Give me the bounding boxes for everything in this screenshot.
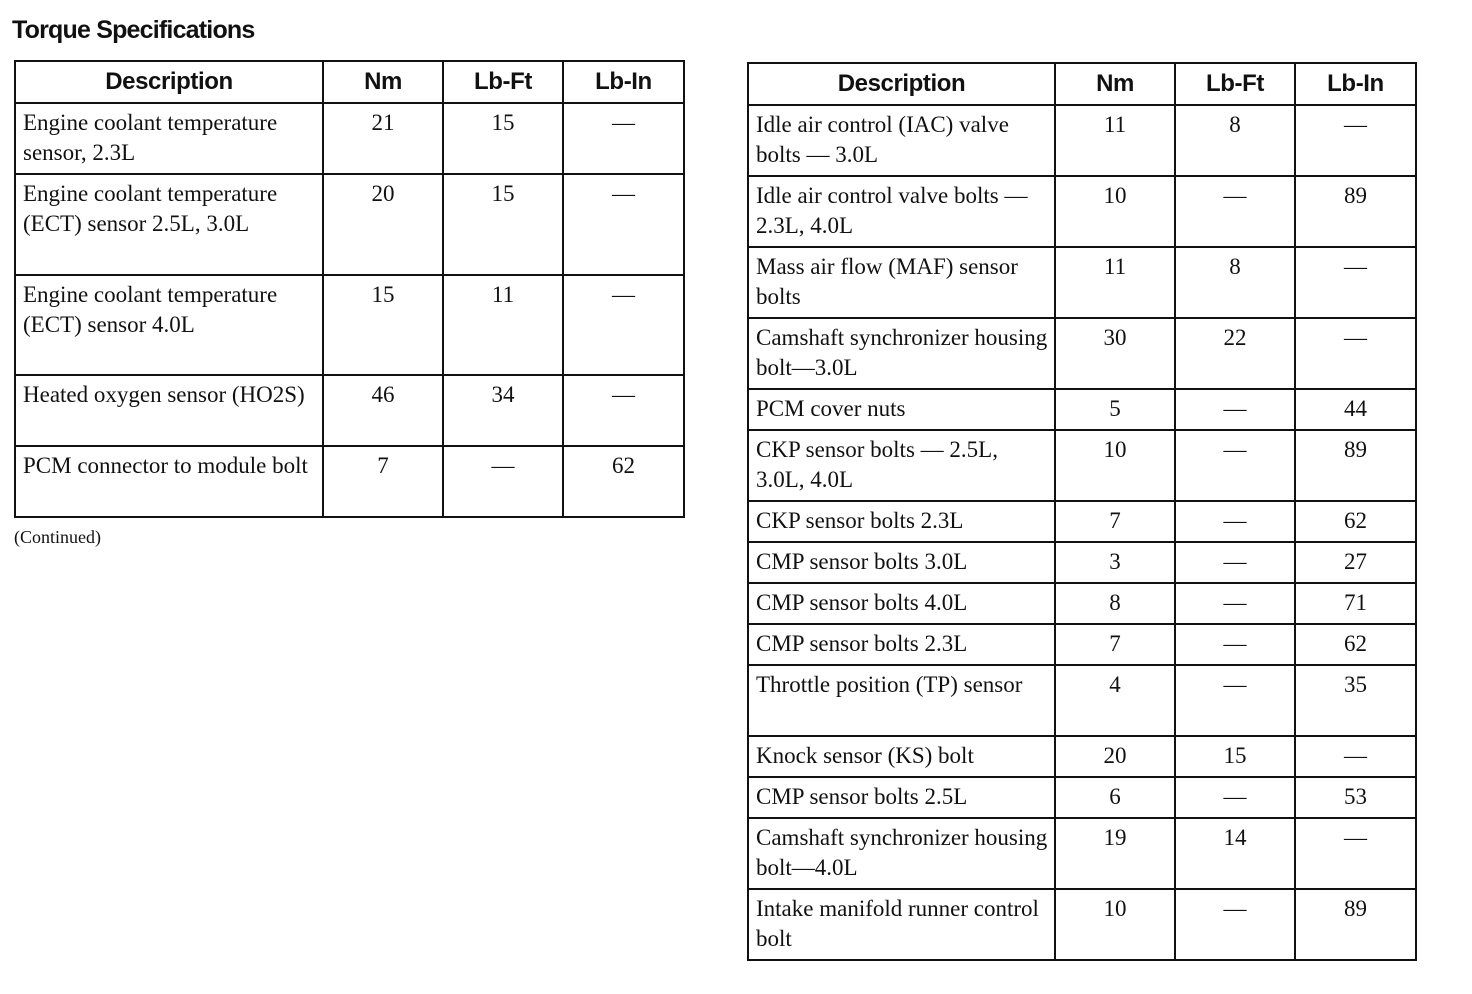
cell-lbft: —: [1175, 542, 1295, 583]
cell-description: PCM connector to module bolt: [15, 446, 323, 517]
cell-lbft: 22: [1175, 318, 1295, 389]
header-description: Description: [15, 61, 323, 103]
cell-nm: 7: [1055, 501, 1175, 542]
torque-table-left: [14, 60, 685, 518]
cell-lbin: 89: [1295, 176, 1416, 247]
table-row: [15, 275, 684, 375]
torque-table-right: [747, 62, 1417, 961]
table-row: [15, 375, 684, 446]
cell-lbin: —: [563, 275, 684, 375]
cell-lbin: 89: [1295, 889, 1416, 960]
cell-lbft: 14: [1175, 818, 1295, 889]
table-header-row: [748, 63, 1416, 105]
table-row: [15, 103, 684, 174]
cell-nm: 20: [1055, 736, 1175, 777]
table-row: [748, 176, 1416, 247]
cell-nm: 3: [1055, 542, 1175, 583]
table-row: [748, 777, 1416, 818]
table-row: [748, 736, 1416, 777]
cell-lbft: 8: [1175, 247, 1295, 318]
header-lbin: Lb-In: [1295, 63, 1416, 105]
cell-lbin: 89: [1295, 430, 1416, 501]
table-row: [15, 174, 684, 275]
cell-description: Intake manifold runner control bolt: [748, 889, 1055, 960]
cell-nm: 6: [1055, 777, 1175, 818]
cell-nm: 20: [323, 174, 443, 275]
cell-lbft: 8: [1175, 105, 1295, 176]
cell-lbin: 53: [1295, 777, 1416, 818]
cell-nm: 15: [323, 275, 443, 375]
table-row: [748, 665, 1416, 736]
cell-lbin: —: [563, 375, 684, 446]
cell-nm: 10: [1055, 176, 1175, 247]
cell-description: PCM cover nuts: [748, 389, 1055, 430]
cell-description: Engine coolant temperature (ECT) sensor 2.5L, 3.0L: [15, 174, 323, 275]
cell-lbin: —: [1295, 736, 1416, 777]
cell-description: Idle air control (IAC) valve bolts — 3.0L: [748, 105, 1055, 176]
cell-description: Mass air flow (MAF) sensor bolts: [748, 247, 1055, 318]
cell-description: CMP sensor bolts 2.3L: [748, 624, 1055, 665]
cell-lbft: —: [443, 446, 563, 517]
cell-lbin: —: [563, 103, 684, 174]
cell-nm: 19: [1055, 818, 1175, 889]
cell-nm: 10: [1055, 430, 1175, 501]
table-row: [748, 105, 1416, 176]
table-row: [748, 501, 1416, 542]
cell-lbft: —: [1175, 176, 1295, 247]
cell-lbin: —: [1295, 247, 1416, 318]
cell-nm: 30: [1055, 318, 1175, 389]
cell-nm: 8: [1055, 583, 1175, 624]
table-row: [748, 583, 1416, 624]
cell-lbin: 44: [1295, 389, 1416, 430]
cell-nm: 5: [1055, 389, 1175, 430]
table-row: [15, 446, 684, 517]
table-row: [748, 389, 1416, 430]
cell-lbin: 62: [1295, 624, 1416, 665]
page-title: Torque Specifications: [12, 16, 255, 44]
cell-nm: 10: [1055, 889, 1175, 960]
cell-nm: 7: [323, 446, 443, 517]
cell-lbin: —: [1295, 105, 1416, 176]
cell-lbin: —: [1295, 818, 1416, 889]
cell-lbft: —: [1175, 777, 1295, 818]
cell-description: Engine coolant temperature sensor, 2.3L: [15, 103, 323, 174]
table-header-row: [15, 61, 684, 103]
cell-lbft: 15: [443, 174, 563, 275]
cell-description: CKP sensor bolts — 2.5L, 3.0L, 4.0L: [748, 430, 1055, 501]
cell-lbft: 15: [1175, 736, 1295, 777]
header-lbin: Lb-In: [563, 61, 684, 103]
cell-nm: 46: [323, 375, 443, 446]
continued-note: (Continued): [14, 527, 101, 547]
cell-lbin: 71: [1295, 583, 1416, 624]
cell-lbft: —: [1175, 430, 1295, 501]
cell-nm: 11: [1055, 247, 1175, 318]
cell-nm: 11: [1055, 105, 1175, 176]
cell-lbft: —: [1175, 501, 1295, 542]
cell-lbft: —: [1175, 624, 1295, 665]
cell-lbin: 62: [563, 446, 684, 517]
cell-lbin: —: [563, 174, 684, 275]
header-lbft: Lb-Ft: [443, 61, 563, 103]
cell-nm: 4: [1055, 665, 1175, 736]
cell-description: CMP sensor bolts 3.0L: [748, 542, 1055, 583]
table-row: [748, 624, 1416, 665]
cell-lbft: —: [1175, 583, 1295, 624]
cell-lbft: —: [1175, 389, 1295, 430]
cell-description: Camshaft synchronizer housing bolt—3.0L: [748, 318, 1055, 389]
cell-nm: 21: [323, 103, 443, 174]
cell-lbft: 15: [443, 103, 563, 174]
table-row: [748, 430, 1416, 501]
table-row: [748, 889, 1416, 960]
header-nm: Nm: [323, 61, 443, 103]
table-row: [748, 542, 1416, 583]
header-lbft: Lb-Ft: [1175, 63, 1295, 105]
header-description: Description: [748, 63, 1055, 105]
cell-description: Knock sensor (KS) bolt: [748, 736, 1055, 777]
cell-lbft: 34: [443, 375, 563, 446]
cell-description: CMP sensor bolts 2.5L: [748, 777, 1055, 818]
cell-description: Heated oxygen sensor (HO2S): [15, 375, 323, 446]
cell-lbin: 62: [1295, 501, 1416, 542]
cell-description: CKP sensor bolts 2.3L: [748, 501, 1055, 542]
cell-lbin: —: [1295, 318, 1416, 389]
cell-nm: 7: [1055, 624, 1175, 665]
table-row: [748, 818, 1416, 889]
cell-description: Camshaft synchronizer housing bolt—4.0L: [748, 818, 1055, 889]
cell-description: Idle air control valve bolts — 2.3L, 4.0L: [748, 176, 1055, 247]
cell-description: Throttle position (TP) sensor: [748, 665, 1055, 736]
cell-description: CMP sensor bolts 4.0L: [748, 583, 1055, 624]
cell-lbft: —: [1175, 889, 1295, 960]
cell-lbin: 35: [1295, 665, 1416, 736]
header-nm: Nm: [1055, 63, 1175, 105]
cell-description: Engine coolant temperature (ECT) sensor 4.0L: [15, 275, 323, 375]
cell-lbft: —: [1175, 665, 1295, 736]
table-row: [748, 247, 1416, 318]
table-row: [748, 318, 1416, 389]
cell-lbin: 27: [1295, 542, 1416, 583]
cell-lbft: 11: [443, 275, 563, 375]
